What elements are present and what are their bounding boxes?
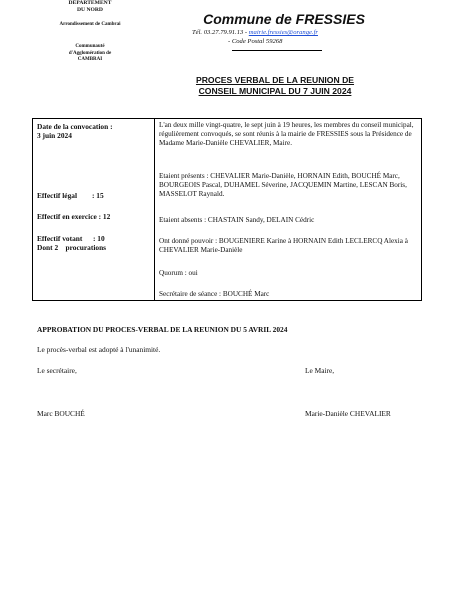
department-line-2: DU NORD — [77, 6, 103, 13]
effectif-exercice: Effectif en exercice : 12 — [37, 212, 111, 221]
secretaire-label: Le secrétaire, — [37, 366, 77, 375]
commune-title: Commune de FRESSIES — [203, 11, 365, 27]
postal-code: - Code Postal 59268 — [228, 38, 283, 45]
pouvoir-paragraph: Ont donné pouvoir : BOUGENIERE Karine à HORNAIN Edith LECLERCQ Alexia à CHEVALIER Marie-Danièle — [159, 237, 408, 255]
document-title — [150, 75, 400, 97]
secretaire-line: Secrétaire de séance : BOUCHÉ Marc — [159, 290, 270, 298]
effectif-legal — [37, 191, 104, 200]
effectif-votant-value: : 10 — [93, 234, 105, 243]
effectif-votant — [37, 234, 105, 243]
approbation-text: Le procès-verbal est adopté à l'unanimité. — [37, 345, 161, 354]
maire-name: Marie-Danièle CHEVALIER — [305, 409, 391, 418]
maire-label: Le Maire, — [305, 366, 335, 375]
communaute-line-1: Communauté — [75, 44, 105, 49]
department-line-1: DÉPARTEMENT — [68, 0, 112, 6]
table-divider — [154, 118, 155, 301]
absents-paragraph: Etaient absents : CHASTAIN Sandy, DELAIN Cédric — [159, 216, 315, 224]
communaute-line-3: CAMBRAI — [77, 57, 103, 62]
procurations: Dont 2 procurations — [37, 243, 107, 252]
effectif-legal-value: : 15 — [92, 191, 104, 200]
convocation-date: 3 juin 2024 — [37, 131, 72, 140]
title-line-1: PROCES VERBAL DE LA REUNION DE — [195, 75, 355, 85]
effectif-votant-label: Effectif votant — [37, 234, 83, 243]
approbation-title: APPROBATION DU PROCES-VERBAL DE LA REUNION DU 5 AVRIL 2024 — [37, 325, 288, 334]
email-link[interactable]: mairie.fressies@orange.fr — [248, 29, 318, 36]
header-rule — [232, 50, 322, 51]
presents-paragraph: Etaient présents : CHEVALIER Marie-Danièle, HORNAIN Edith, BOUCHÉ Marc, BOURGEOIS Pascal, DUHAMEL Séverine, JACQUEMIN Martine, LESCAN Boris, MASSELOT Raynald. — [159, 172, 407, 199]
secretaire-name: Marc BOUCHÉ — [37, 409, 85, 418]
title-line-2: CONSEIL MUNICIPAL DU 7 JUIN 2024 — [198, 86, 352, 96]
department-header — [30, 0, 150, 13]
contact-line — [192, 29, 318, 36]
intro-paragraph: L'an deux mille vingt-quatre, le sept juin à 19 heures, les membres du conseil municipal, régulièrement convoqués, se sont réunis à la mairie de FRESSIES sous la Présidence de Madame Marie-Danièle CHEVALIER, Maire. — [159, 121, 414, 148]
convocation-label: Date de la convocation : — [37, 122, 113, 131]
telephone: Tél. 03.27.79.91.13 - — [192, 29, 249, 36]
communaute-line-2: d'Agglomération de — [68, 50, 112, 56]
arrondissement-label: Arrondissement de Cambrai — [59, 22, 121, 27]
quorum-line: Quorum : oui — [159, 269, 198, 277]
effectif-legal-label: Effectif légal — [37, 191, 78, 200]
communaute-header — [30, 44, 150, 64]
